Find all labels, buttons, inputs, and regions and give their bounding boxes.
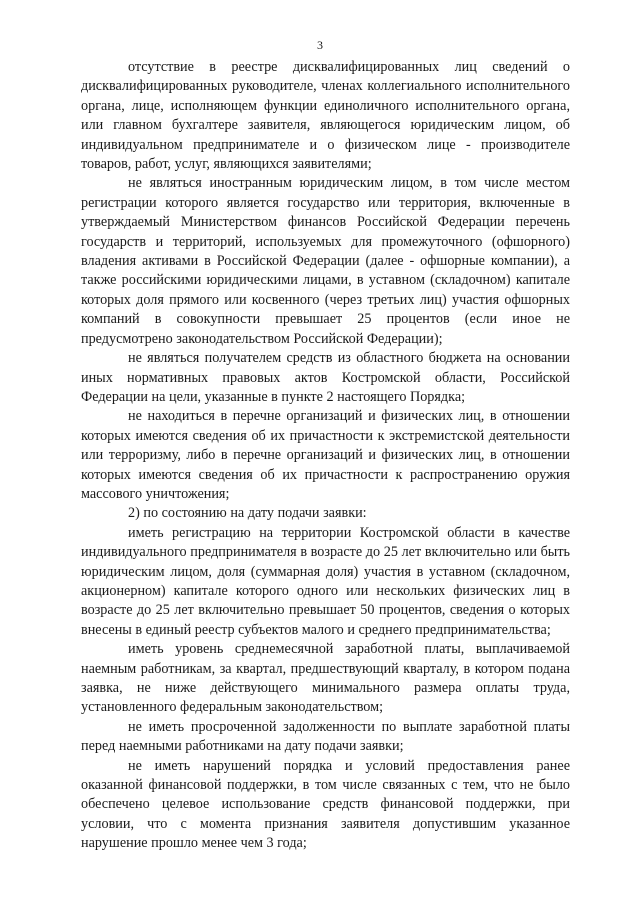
paragraph-support-violations: не иметь нарушений порядка и условий предоставления ранее оказанной финансовой поддержки, в том числе связанных с тем, что не было обеспечено целевое использование средств финансовой поддержки, при условии, что с момента признания заявителя допустившим указанное нарушение прошло менее чем 3 года; — [81, 757, 570, 852]
page-number: 3 — [317, 38, 323, 52]
paragraph-registration: иметь регистрацию на территории Костромской области в качестве индивидуального предпринимателя в возрасте до 25 лет включительно или быть юридическим лицом, доля (суммарная доля) участия в уставном (складочном, акционерном) капитале которого одного или нескольких физических лиц в возрасте до 25 лет включительно превышает 50 процентов, сведения о которых внесены в единый реестр субъектов малого и среднего предпринимательства; — [81, 524, 570, 638]
paragraph-salary-level: иметь уровень среднемесячной заработной платы, выплачиваемой наемным работникам, за квартал, предшествующий кварталу, в котором подана заявка, не ниже действующего минимального размера оплаты труда, установленного федеральным законодательством; — [81, 641, 570, 716]
paragraph-offshore-companies: не являться иностранным юридическим лицом, в том числе местом регистрации которого является государство или территория, включенные в утверждаемый Министерством финансов Российской Федерации перечень государств и территорий, используемых для промежуточного (офшорного) владения активами в Российской Федерации (далее - офшорные компании), а также российскими юридическими лицами, в уставном (складочном) капитале которых доля прямого или косвенного (через третьих лиц) участия офшорных компаний в совокупности превышает 25 процентов (если иное не предусмотрено законодательством Российской Федерации); — [81, 175, 570, 347]
paragraph-salary-debt: не иметь просроченной задолженности по выплате заработной платы перед наемными работниками на дату подачи заявки; — [81, 718, 570, 755]
paragraph-application-date: 2) по состоянию на дату подачи заявки: — [128, 505, 367, 522]
paragraph-disqualified-persons: отсутствие в реестре дисквалифицированных лиц сведений о дисквалифицированных руководителе, членах коллегиального исполнительного органа, лице, исполняющем функции единоличного исполнительного органа, или главном бухгалтере заявителя, являющегося юридическим лицом, об индивидуальном предпринимателе и о физическом лице - производителе товаров, работ, услуг, являющихся заявителями; — [81, 59, 570, 173]
document-body — [81, 58, 570, 854]
paragraph-extremism-list: не находиться в перечне организаций и физических лиц, в отношении которых имеются сведения об их причастности к экстремистской деятельности или терроризму, либо в перечне организаций и физических лиц, в отношении которых имеются сведения об их причастности к распространению оружия массового уничтожения; — [81, 408, 570, 502]
paragraph-regional-budget: не являться получателем средств из областного бюджета на основании иных нормативных правовых актов Костромской области, Российской Федерации на цели, указанные в пункте 2 настоящего Порядка; — [81, 350, 570, 405]
